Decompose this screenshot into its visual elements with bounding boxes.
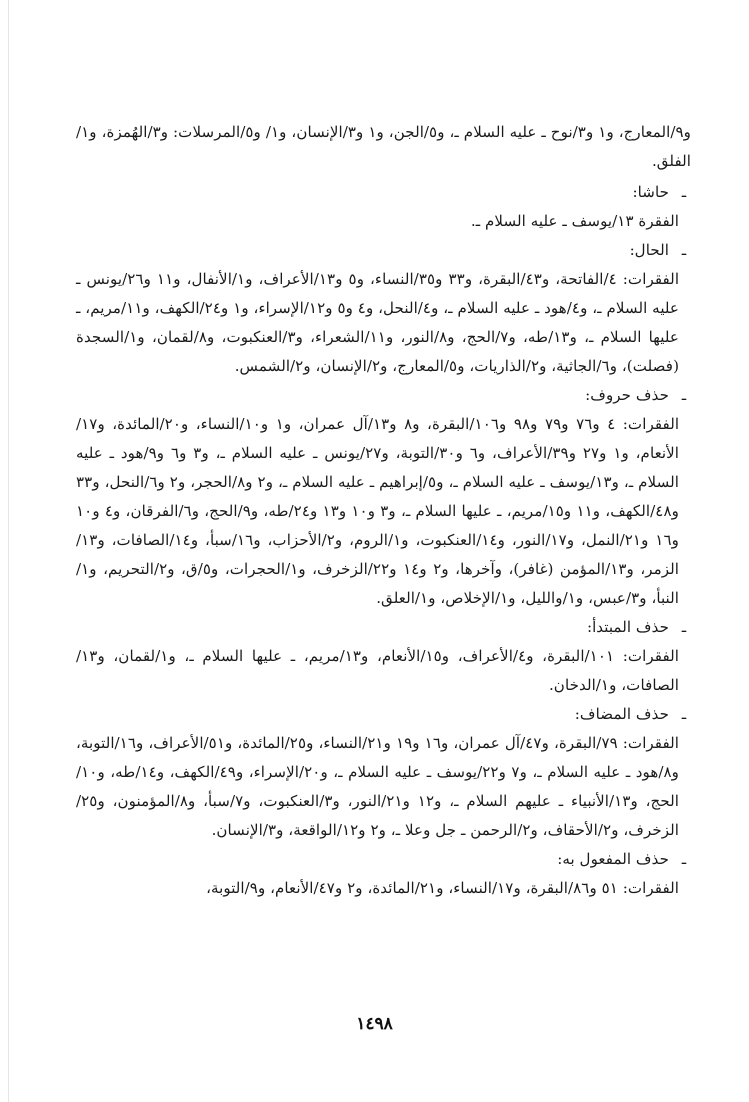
section-body: الفقرات: ٤ و٧٦ و٧٩ و٩٨ و١٠٦/البقرة، و٨ و١٣/آل عمران، و١ و١٠/النساء، و٢٠/المائدة، و١٧/الأنعام، و١ و٢٧ و٣٩/الأعراف، و٦ و٣٠/التوبة، و٢٧/يونس ـ عليه السلام ـ، و٣ و٦ و٩/هود ـ عليه السلام ـ، و١٣/يوسف ـ عليه السلام ـ، و٥/إبراهيم ـ عليه السلام ـ، و٢ و٨/الحجر، و٢ و٦/النحل، و٣٣ و٤٨/الكهف، و١١ و١٥/مريم، ـ عليها السلام ـ، و٣ و١٠ و١٣ و٢٤/طه، و٩/الحج، و٦/الفرقان، و٤ و١٠ و١٦ و٢١/النمل، و١٧/النور، و١٤/العنكبوت، و١/الروم، و٢/الأحزاب، و١٦/سبأ، و١٤/الصافات، و١٣/الزمر، و١٣/المؤمن (غافر)، وآخرها، و٢ و١٤ و٢٢/الزخرف، و١/الحجرات، و٥/ق، و٢/التحريم، و١/النبأ، و٣/عبس، و١/والليل، و١/الإخلاص، و١/العلق. <box>76 415 680 607</box>
dash-bullet: ـ <box>681 241 687 259</box>
section-body: الفقرة ١٣/يوسف ـ عليه السلام ـ. <box>470 212 679 230</box>
dash-bullet: ـ <box>681 386 687 404</box>
section-body: الفقرات: ٥١ و٨٦/البقرة، و١٧/النساء، و٢١/المائدة، و٢ و٤٧/الأنعام، و٩/التوبة، <box>206 879 679 897</box>
dash-bullet: ـ <box>681 183 687 201</box>
dash-bullet: ـ <box>681 618 687 636</box>
section-heading <box>76 381 691 410</box>
dash-bullet: ـ <box>681 705 687 723</box>
section-heading <box>76 845 691 874</box>
page-edge-line <box>8 0 9 1102</box>
section-body: الفقرات: ٤/الفاتحة، و٤٣/البقرة، و٣٣ و٣٥/النساء، و٥ و١٣/الأعراف، و١/الأنفال، و١١ و٢٦/يونس ـ عليه السلام ـ، و٤/هود ـ عليه السلام ـ، و٤/النحل، و٤ و٥ و١٢/الإسراء، و١ و٢٤/الكهف، و١١/مريم، ـ عليها السلام ـ، و١٣/طه، و٧/الحج، و٨/النور، و١١/الشعراء، و٣/العنكبوت، و٨/لقمان، و١/السجدة (فصلت)، و٦/الجاثية، و٢/الذاريات، و٥/المعارج، و٢/الإنسان، و٢/الشمس. <box>76 270 680 375</box>
dash-bullet: ـ <box>681 850 687 868</box>
heading-text: حاشا: <box>632 183 669 201</box>
section-hadhf-mudaf <box>76 700 691 845</box>
section-heading <box>76 613 691 642</box>
intro-paragraph: و٩/المعارج، و١ و٣/نوح ـ عليه السلام ـ، و٥/الجن، و١ و٣/الإنسان، و١/ و٥/المرسلات: و٣/الهُمزة، و١/الفلق. <box>76 123 691 170</box>
section-body: الفقرات: ١٠١/البقرة، و٤/الأعراف، و١٥/الأنعام، و١٣/مريم، ـ عليها السلام ـ، و١/لقمان، و١٣/الصافات، و١/الدخان. <box>76 647 679 694</box>
section-hadhf-mafool <box>76 845 691 903</box>
section-hal <box>76 236 691 381</box>
section-body: الفقرات: ٧٩/البقرة، و٤٧/آل عمران، و١٦ و١٩ و٢١/النساء، و٢٥/المائدة، و٥١/الأعراف، و١٦/التوبة، و٨/هود ـ عليه السلام ـ، و٧ و٢٢/يوسف ـ عليه السلام ـ، و٢٠/الإسراء، و٤٩/الكهف، و١٤/طه، و١٠/الحج، و١٣/الأنبياء ـ عليهم السلام ـ، و١٢ و٢١/النور، و٣/العنكبوت، و٧/سبأ، و٨/المؤمنون، و٢٥/الزخرف، و٢/الأحقاف، و٢/الرحمن ـ جل وعلا ـ، و٢ و١٢/الواقعة، و٣/الإنسان. <box>76 734 680 839</box>
page-body <box>76 118 691 903</box>
section-heading <box>76 178 691 207</box>
heading-text: حذف المبتدأ: <box>586 618 669 636</box>
page-number: ١٤٩٨ <box>356 1014 393 1034</box>
heading-text: حذف المفعول به: <box>557 850 669 868</box>
heading-text: الحال: <box>629 241 669 259</box>
section-hadhf-huruf <box>76 381 691 613</box>
heading-text: حذف حروف: <box>585 386 669 404</box>
section-hadhf-mubtada <box>76 613 691 700</box>
heading-text: حذف المضاف: <box>574 705 669 723</box>
section-heading <box>76 236 691 265</box>
section-hasha <box>76 178 691 236</box>
section-heading <box>76 700 691 729</box>
